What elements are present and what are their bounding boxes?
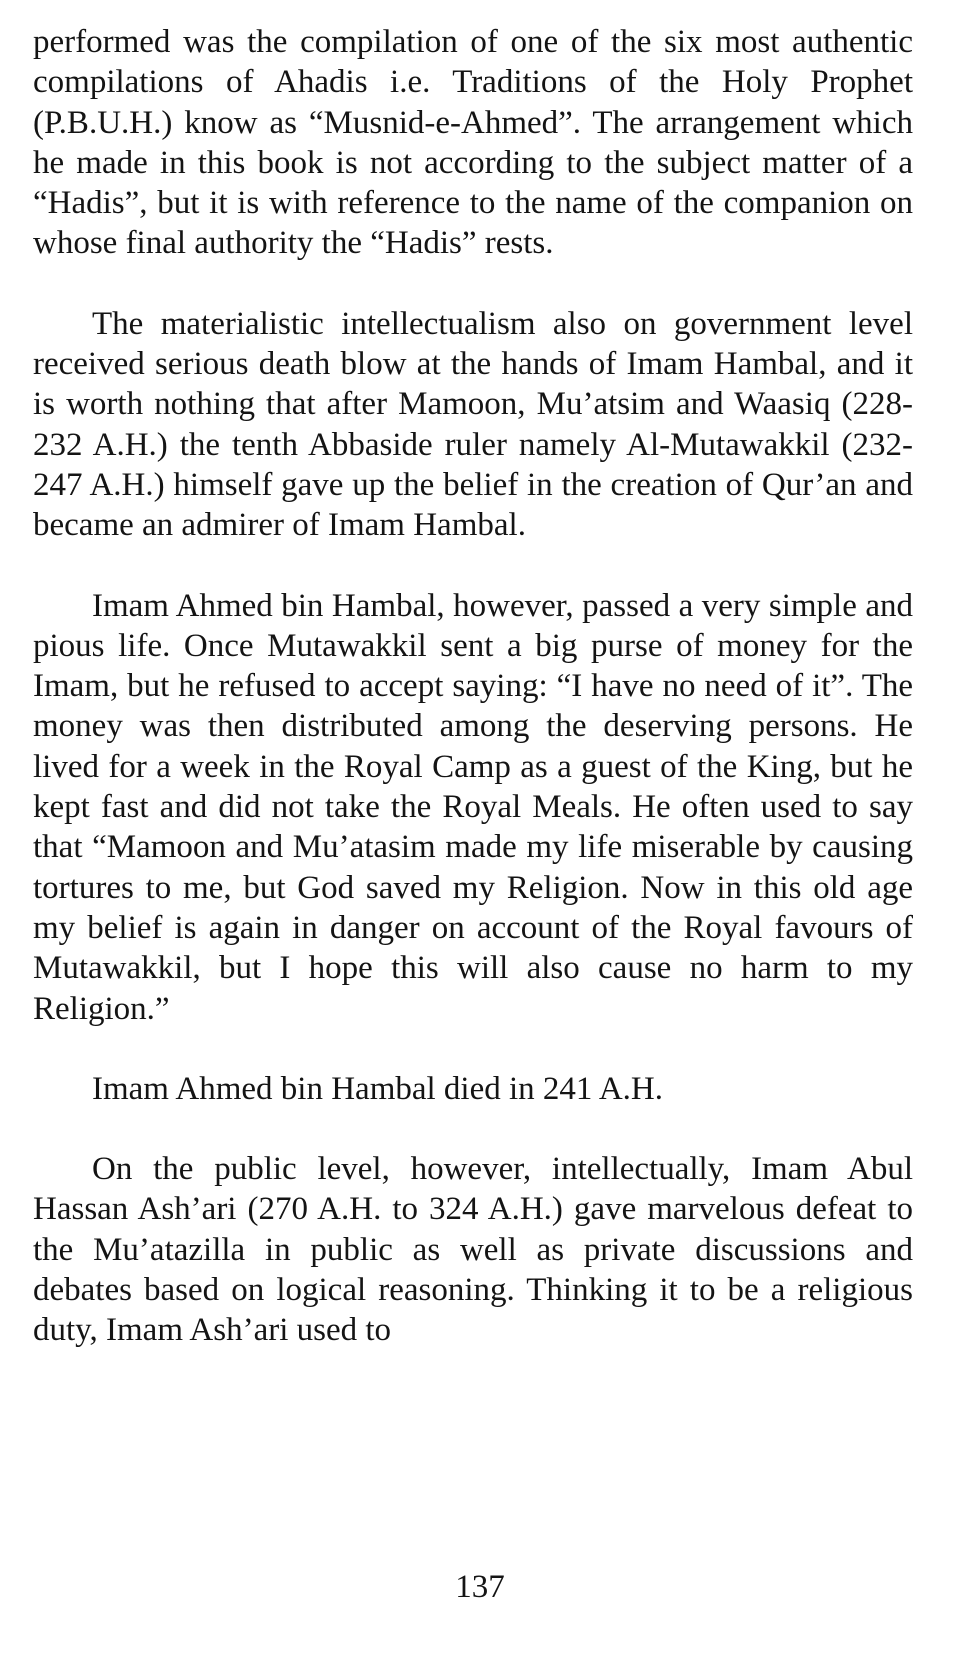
- paragraph-pious-life: Imam Ahmed bin Hambal, however, passed a very simple and pious life. Once Mutawakkil sent a big purse of money for the Imam, but he refused to accept saying: “I have no need of it”. The money was then distributed among the deserving persons. He lived for a week in the Royal Camp as a guest of the King, but he kept fast and did not take the Royal Meals. He often used to say that “Mamoon and Mu’atasim made my life miserable by causing tortures to me, but God saved my Religion. Now in this old age my belief is again in danger on account of the Royal favours of Mutawakkil, but I hope this will also cause no harm to my Religion.”: [33, 587, 913, 1027]
- paragraph-continuation: performed was the compilation of one of the six most authentic compilations of Ahadis i.e. Traditions of the Holy Prophet (P.B.U.H.) know as “Musnid-e-Ahmed”. The arrangement which he made in this book is not according to the subject matter of a “Hadis”, but it is with reference to the name of the companion on whose final authority the “Hadis” rests.: [33, 24, 913, 262]
- paragraph-ashari: On the public level, however, intellectually, Imam Abul Hassan Ash’ari (270 A.H. to 324 A.H.) gave marvelous defeat to the Mu’atazilla in public as well as private discussions and debates based on logical reasoning. Thinking it to be a religious duty, Imam Ash’ari used to: [33, 1151, 913, 1349]
- page-body: [33, 22, 913, 1351]
- paragraph-materialistic-intellectualism: The materialistic intellectualism also on government level received serious death blow at the hands of Imam Hambal, and it is worth nothing that after Mamoon, Mu’atsim and Waasiq (228-232 A.H.) the tenth Abbaside ruler namely Al-Mutawakkil (232-247 A.H.) himself gave up the belief in the creation of Qur’an and became an admirer of Imam Hambal.: [33, 305, 913, 544]
- page-number: 137: [455, 1569, 505, 1605]
- paragraph-death: Imam Ahmed bin Hambal died in 241 A.H.: [92, 1070, 664, 1107]
